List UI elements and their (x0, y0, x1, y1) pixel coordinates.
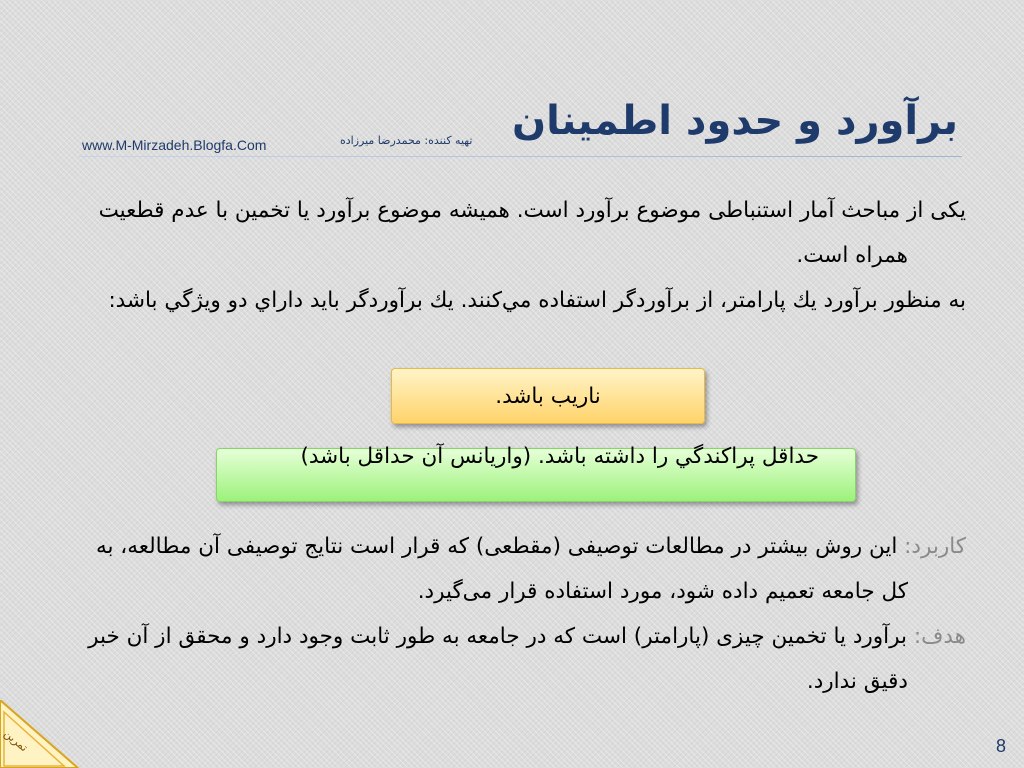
application-label: كاربرد: (904, 534, 966, 559)
property-min-variance-box (216, 444, 856, 502)
application-text: این روش بیشتر در مطالعات توصیفی (مقطعی) که قرار است نتایج توصیفی آن مطالعه، به کل جامعه تعمیم داده شود، مورد استفاده قرار می‌گیرد. (95, 534, 908, 604)
goal-text: برآورد یا تخمین چیزی (پارامتر) است که در جامعه به طور ثابت وجود دارد و محقق از آن خبر دقیق ندارد. (88, 624, 908, 694)
website-url: www.M-Mirzadeh.Blogfa.Com (82, 137, 267, 153)
goal-paragraph (78, 614, 966, 704)
exercise-tag[interactable] (0, 700, 80, 768)
intro-section (78, 188, 966, 323)
property-unbiased-box (391, 368, 705, 424)
title-divider (78, 156, 962, 157)
details-section (78, 524, 966, 704)
slide-title: برآورد و حدود اطمینان (511, 98, 958, 144)
exercise-tag-icon (0, 700, 80, 768)
goal-label: هدف: (913, 624, 966, 649)
page-number: 8 (996, 736, 1007, 756)
exercise-tag-label: تمرین (1, 727, 31, 755)
application-paragraph (78, 524, 966, 614)
property-unbiased-text: ناريب باشد. (495, 383, 601, 409)
intro-paragraph-1: یکی از مباحث آمار استنباطی موضوع برآورد است. همیشه موضوع برآورد یا تخمین با عدم قطعیت همراه است. (98, 198, 966, 268)
intro-paragraph-2: به منظور برآورد يك پارامتر، از برآوردگر استفاده مي‌كنند. يك برآوردگر بايد داراي دو ويژگي باشد: (108, 288, 966, 313)
property-min-variance-text: حداقل پراكندگي را داشته باشد. (واريانس آن حداقل باشد) (300, 444, 819, 469)
author-credit: تهیه کننده: محمدرضا میرزاده (340, 134, 473, 147)
